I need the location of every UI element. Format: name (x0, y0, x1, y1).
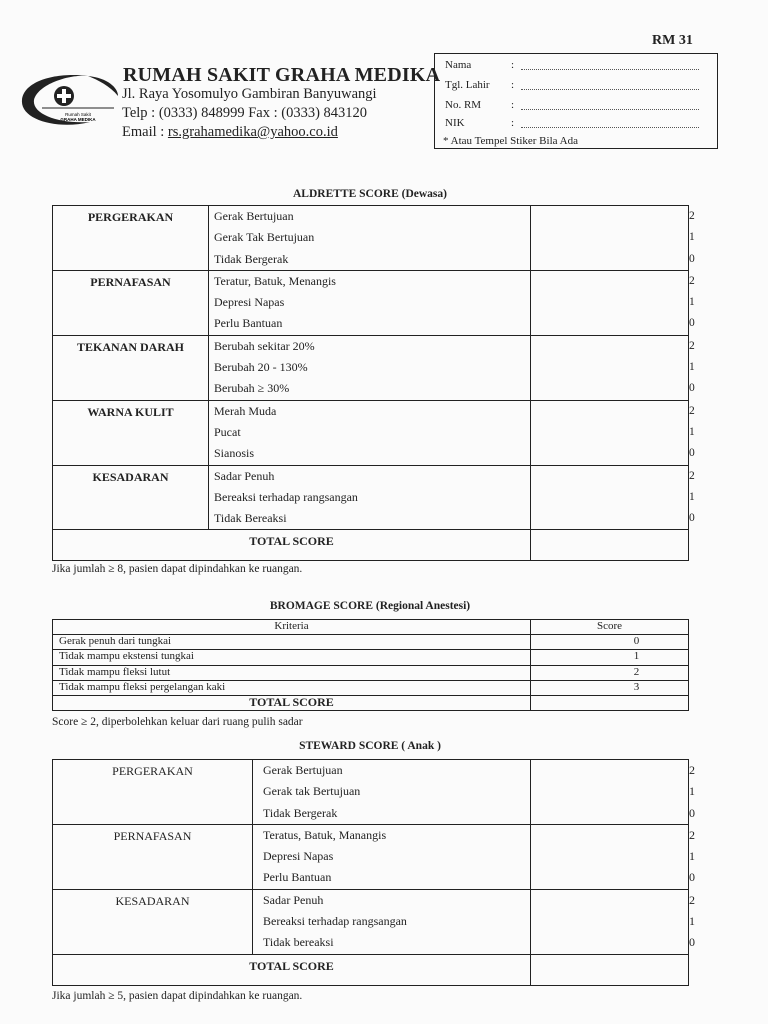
total-score-input[interactable] (531, 695, 689, 710)
score-value: 0 (531, 635, 689, 650)
score-value: 2 (689, 763, 695, 777)
category-cell: KESADARAN (53, 465, 209, 530)
total-score-input[interactable] (531, 530, 689, 561)
aldrette-title: ALDRETTE SCORE (Dewasa) (293, 188, 447, 200)
criteria-text: Tidak Bereaksi (214, 511, 287, 526)
category-cell: WARNA KULIT (53, 400, 209, 465)
score-cell (531, 465, 695, 530)
criteria-cell (209, 465, 531, 530)
score-value: 0 (689, 805, 695, 820)
score-group-row (53, 270, 689, 335)
field-sep: : (511, 99, 515, 111)
field-blank-line[interactable] (521, 89, 699, 90)
score-value: 0 (689, 317, 695, 330)
field-sep: : (511, 59, 515, 71)
criteria-text: Teratur, Batuk, Menangis (214, 273, 336, 288)
criteria-text: Sadar Penuh (263, 892, 324, 907)
score-cell (531, 206, 695, 271)
score-value: 0 (689, 382, 695, 395)
category-cell: PERGERAKAN (53, 206, 209, 271)
category-cell: PERNAFASAN (53, 270, 209, 335)
logo-text-1: Rumah Sakit (65, 112, 91, 117)
steward-table (52, 759, 695, 986)
criteria-text: Berubah 20 - 130% (214, 360, 308, 375)
score-group-row (53, 206, 689, 271)
criteria-cell (253, 889, 531, 954)
score-value: 1 (689, 784, 695, 799)
field-blank-line[interactable] (521, 109, 699, 110)
criteria-cell (253, 824, 531, 889)
score-group-row (53, 400, 689, 465)
field-sep: : (511, 79, 515, 91)
patient-identity-box (434, 53, 718, 149)
aldrette-table (52, 205, 695, 561)
score-group-row (53, 824, 689, 889)
score-group-row (53, 465, 689, 530)
criteria-cell (209, 335, 531, 400)
criteria-text: Perlu Bantuan (263, 870, 332, 885)
hospital-email-line (122, 124, 338, 141)
score-value: 2 (689, 274, 695, 287)
field-label: Nama (445, 59, 472, 71)
total-row (53, 530, 689, 561)
patient-field-tgl-lahir[interactable] (445, 79, 515, 91)
score-value: 2 (689, 339, 695, 352)
score-value: 2 (689, 210, 695, 222)
bromage-row (53, 680, 689, 695)
criteria-text: Gerak Bertujuan (214, 209, 294, 223)
hospital-name: RUMAH SAKIT GRAHA MEDIKA (123, 64, 441, 86)
score-group-row (53, 760, 689, 825)
score-value: 1 (689, 296, 695, 309)
criteria-text: Sadar Penuh (214, 468, 275, 483)
score-cell (531, 335, 695, 400)
sticker-note: * Atau Tempel Stiker Bila Ada (443, 135, 578, 147)
criteria-text: Gerak penuh dari tungkai (53, 635, 531, 650)
criteria-text: Merah Muda (214, 403, 277, 418)
patient-field-nama[interactable] (445, 59, 515, 71)
bromage-row (53, 650, 689, 665)
score-value: 0 (689, 512, 695, 525)
criteria-text: Gerak tak Bertujuan (263, 784, 361, 799)
criteria-cell (209, 206, 531, 271)
field-label: NIK (445, 117, 465, 129)
criteria-text: Teratus, Batuk, Manangis (263, 827, 387, 842)
criteria-cell (209, 270, 531, 335)
category-cell: PERGERAKAN (53, 760, 253, 825)
header-score: Score (531, 620, 689, 635)
hospital-address: Jl. Raya Yosomulyo Gambiran Banyuwangi (122, 86, 377, 102)
criteria-text: Depresi Napas (263, 849, 334, 864)
score-value: 2 (689, 469, 695, 482)
field-label: No. RM (445, 99, 482, 111)
category-cell: TEKANAN DARAH (53, 335, 209, 400)
criteria-text: Berubah ≥ 30% (214, 381, 290, 396)
bromage-table (52, 619, 689, 711)
score-value: 1 (689, 231, 695, 244)
score-group-row (53, 335, 689, 400)
score-value: 2 (531, 665, 689, 680)
field-blank-line[interactable] (521, 69, 699, 70)
criteria-text: Tidak mampu ekstensi tungkai (53, 650, 531, 665)
field-sep: : (511, 117, 515, 129)
steward-note: Jika jumlah ≥ 5, pasien dapat dipindahkan ke ruangan. (52, 990, 303, 1002)
bromage-row (53, 665, 689, 680)
score-value: 1 (689, 361, 695, 374)
hospital-email[interactable]: rs.grahamedika@yahoo.co.id (167, 124, 338, 140)
criteria-cell (209, 400, 531, 465)
total-score-input[interactable] (531, 954, 689, 985)
bromage-title: BROMAGE SCORE (Regional Anestesi) (269, 600, 471, 612)
score-value: 3 (531, 680, 689, 695)
aldrette-note: Jika jumlah ≥ 8, pasien dapat dipindahkan ke ruangan. (52, 563, 303, 575)
score-cell (531, 824, 695, 889)
total-score-label: TOTAL SCORE (53, 954, 531, 985)
criteria-text: Gerak Tak Bertujuan (214, 230, 315, 245)
field-label: Tgl. Lahir (445, 79, 490, 91)
header-criteria: Kriteria (53, 620, 531, 635)
total-row (53, 695, 689, 710)
category-cell: KESADARAN (53, 889, 253, 954)
criteria-text: Bereaksi terhadap rangsangan (214, 489, 358, 504)
score-value: 1 (531, 650, 689, 665)
criteria-text: Tidak mampu fleksi pergelangan kaki (53, 680, 531, 695)
criteria-text: Perlu Bantuan (214, 316, 283, 331)
patient-field-no-rm[interactable] (445, 99, 515, 111)
field-blank-line[interactable] (521, 127, 699, 128)
score-value: 1 (689, 425, 695, 438)
score-value: 1 (689, 490, 695, 503)
criteria-text: Bereaksi terhadap rangsangan (263, 914, 407, 929)
criteria-text: Pucat (214, 424, 241, 439)
score-cell (531, 270, 695, 335)
hospital-logo-icon (18, 70, 120, 130)
score-value: 2 (689, 892, 695, 907)
criteria-text: Berubah sekitar 20% (214, 338, 315, 353)
score-cell (531, 400, 695, 465)
criteria-text: Depresi Napas (214, 295, 285, 310)
criteria-text: Tidak bereaksi (263, 935, 334, 950)
patient-field-nik[interactable] (445, 117, 515, 129)
score-value: 1 (689, 849, 695, 864)
score-value: 0 (689, 935, 695, 950)
bromage-row (53, 635, 689, 650)
score-value: 1 (689, 914, 695, 929)
criteria-text: Tidak Bergerak (214, 251, 289, 266)
criteria-text: Gerak Bertujuan (263, 763, 343, 777)
email-label: Email : (122, 124, 168, 140)
score-cell (531, 889, 695, 954)
score-value: 2 (689, 404, 695, 417)
bromage-note: Score ≥ 2, diperbolehkan keluar dari ruang pulih sadar (52, 716, 303, 728)
category-cell: PERNAFASAN (53, 824, 253, 889)
score-group-row (53, 889, 689, 954)
hospital-phone: Telp : (0333) 848999 Fax : (0333) 843120 (122, 105, 368, 121)
logo-text-2: GRAHA MEDIKA (60, 117, 96, 122)
total-row (53, 954, 689, 985)
criteria-text: Tidak mampu fleksi lutut (53, 665, 531, 680)
score-cell (531, 760, 695, 825)
score-value: 0 (689, 870, 695, 885)
total-score-label: TOTAL SCORE (53, 530, 531, 561)
steward-title: STEWARD SCORE ( Anak ) (299, 740, 441, 752)
total-score-label: TOTAL SCORE (53, 695, 531, 710)
criteria-text: Tidak Bergerak (263, 805, 338, 820)
criteria-cell (253, 760, 531, 825)
score-value: 2 (689, 827, 695, 842)
bromage-header-row (53, 620, 689, 635)
criteria-text: Sianosis (214, 446, 255, 461)
score-value: 0 (689, 252, 695, 265)
form-code: RM 31 (652, 33, 693, 48)
score-value: 0 (689, 447, 695, 460)
